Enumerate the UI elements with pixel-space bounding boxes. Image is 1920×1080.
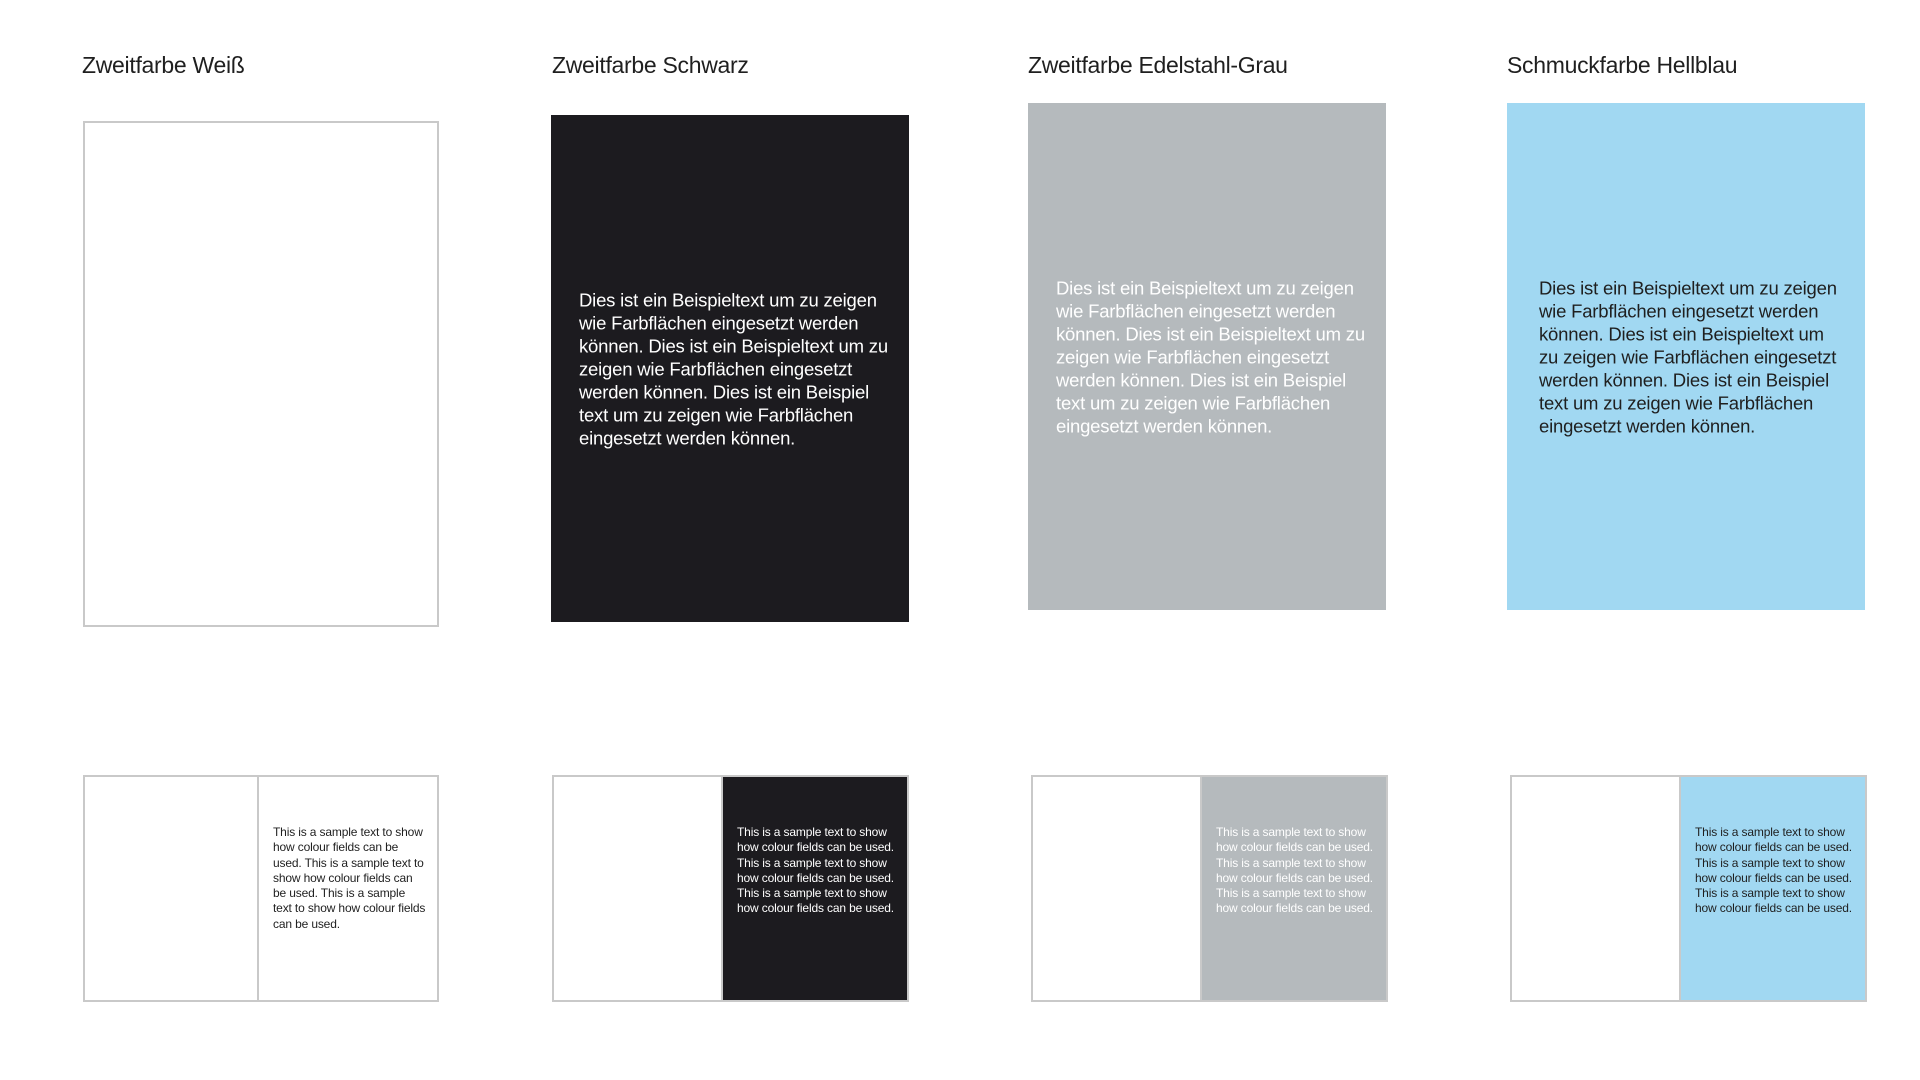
fold-black (552, 775, 909, 1002)
panel-light-blue-text: Dies ist ein Beispieltext um zu zeigen wie Farbflächen eingesetzt werden können. Dies ist ein Beispieltext um zu zeigen wie Farbflächen eingesetzt werden können. Dies ist ein Beispiel text um zu zeigen wie Farbflächen eingesetzt werden können. (1539, 277, 1837, 436)
fold-white-right-page (259, 777, 437, 1000)
panel-white (83, 121, 439, 627)
fold-light-blue-right-page (1681, 777, 1865, 1000)
heading-black: Zweitfarbe Schwarz (552, 52, 749, 78)
panel-black-text: Dies ist ein Beispieltext um zu zeigen wie Farbflächen eingesetzt werden können. Dies ist ein Beispieltext um zu zeigen wie Farbflächen eingesetzt werden können. Dies ist ein Beispiel text um zu zeigen wie Farbflächen eingesetzt werden können. (579, 289, 888, 448)
panel-steel-grey-text: Dies ist ein Beispieltext um zu zeigen wie Farbflächen eingesetzt werden können. Dies ist ein Beispieltext um zu zeigen wie Farbflächen eingesetzt werden können. Dies ist ein Beispiel text um zu zeigen wie Farbflächen eingesetzt werden können. (1056, 277, 1365, 436)
heading-steel-grey: Zweitfarbe Edelstahl-Grau (1028, 52, 1288, 78)
fold-white (83, 775, 439, 1002)
fold-black-left-page (554, 777, 723, 1000)
fold-white-left-page (85, 777, 259, 1000)
fold-light-blue-left-page (1512, 777, 1681, 1000)
fold-light-blue-text: This is a sample text to show how colour fields can be used. This is a sample text to show how colour fields can be used. This is a sample text to show how colour fields can be used. (1695, 825, 1852, 916)
fold-white-text: This is a sample text to show how colour fields can be used. This is a sample text to show how colour fields can be used. This is a sample text to show how colour fields can be used. (273, 825, 426, 931)
fold-steel-grey-left-page (1033, 777, 1202, 1000)
fold-steel-grey (1031, 775, 1388, 1002)
fold-black-text: This is a sample text to show how colour fields can be used. This is a sample text to show how colour fields can be used. This is a sample text to show how colour fields can be used. (737, 825, 894, 916)
heading-light-blue: Schmuckfarbe Hellblau (1507, 52, 1738, 78)
panel-light-blue (1507, 103, 1865, 610)
fold-black-right-page (723, 777, 907, 1000)
fold-steel-grey-text: This is a sample text to show how colour fields can be used. This is a sample text to show how colour fields can be used. This is a sample text to show how colour fields can be used. (1216, 825, 1373, 916)
heading-white: Zweitfarbe Weiß (82, 52, 245, 78)
panel-black (551, 115, 909, 622)
fold-light-blue (1510, 775, 1867, 1002)
panel-steel-grey (1028, 103, 1386, 610)
fold-steel-grey-right-page (1202, 777, 1386, 1000)
